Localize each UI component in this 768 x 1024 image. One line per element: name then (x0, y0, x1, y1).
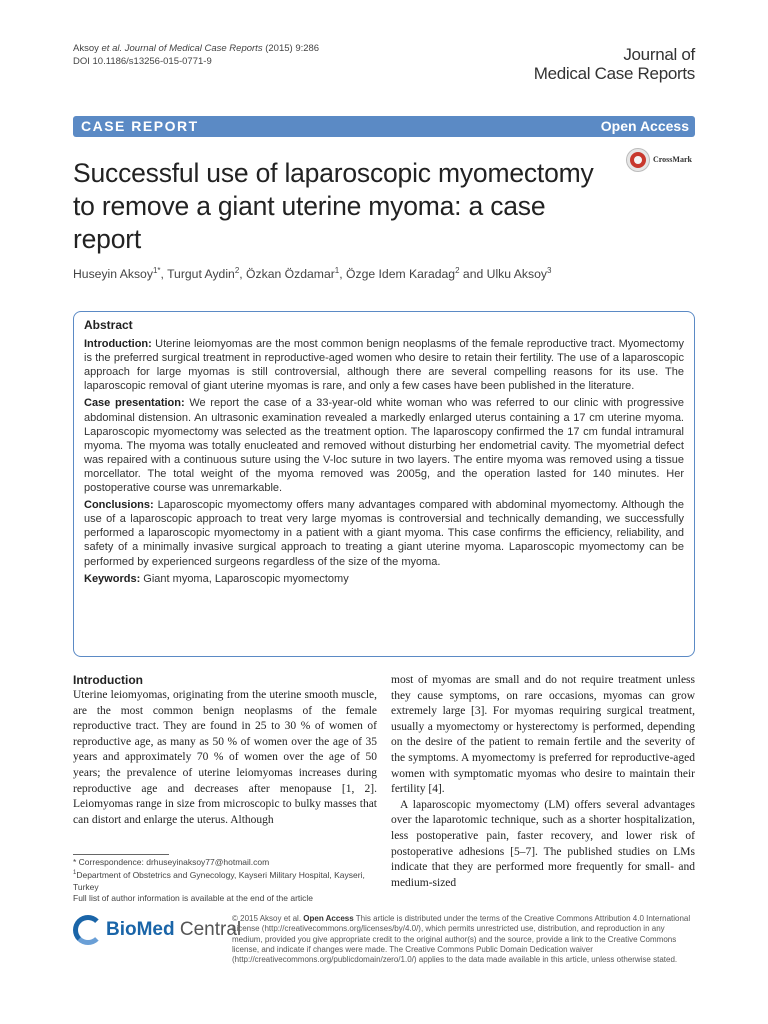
correspondence-email[interactable]: * Correspondence: drhuseyinaksoy77@hotmail.com (73, 857, 270, 867)
body-paragraph: Uterine leiomyomas, originating from the uterine smooth muscle, are the most common benign neoplasms of the female reproductive tract. They are found in 25 to 30 % of women of reproductive age, as many as 50 % of women over the age of 35 years and approximately 70 % of women over the age of 50 years; the prevalence of uterine leiomyomas increases during reproductive age and decreases after menopause [1, 2]. Leiomyomas range in size from microscopic to bulky masses that can distort and enlarge the uterus. Although (73, 689, 377, 826)
doi[interactable]: DOI 10.1186/s13256-015-0771-9 (73, 56, 212, 67)
biomed-central-logo[interactable] (73, 915, 242, 947)
crossmark-icon (627, 149, 649, 171)
article-type-banner (73, 116, 695, 137)
journal-logo: Journal of Medical Case Reports (533, 45, 695, 83)
author[interactable]: Huseyin Aksoy$^{1*}$ (73, 266, 161, 282)
author[interactable]: Ulku Aksoy$^3$ (486, 266, 552, 282)
abstract-case-presentation: Case presentation: We report the case of a 33-year-old white woman who was referred to our clinic with progressive abdominal distension. An ultrasonic examination revealed a markedly enlarged uterus containing a 17 cm uterine myoma. Laparoscopic myomectomy was selected as the treatment option. The laparoscopy confirmed the 17 cm fundal intramural myoma. The myoma was totally enucleated and removed without disturbing her endometrial cavity. The myometrial defect was repaired with a continuous suture using the V-loc suture in two layers. The entire myoma was removed using a tissue morcellator. The total weight of the myoma removed was 2005g, and the operation lasted for 140 minutes. Her postoperative course was unremarkable. (84, 397, 684, 495)
crossmark-button[interactable] (627, 148, 697, 174)
affiliation: $^1$Department of Obstetrics and Gynecology, Kayseri Military Hospital, Kayseri, Turkey (73, 870, 365, 892)
abstract-introduction: Introduction: Uterine leiomyomas are the most common benign neoplasms of the female reproductive tract. Myomectomy is the preferred surgical treatment in reproductive-aged women who desire to retain their fertility. The use of a laparoscopic approach for large myomas is still controversial, although there are several compelling reasons for its use. The laparoscopic removal of giant uterine myomas is rare, and only a few cases have been published in the literature. (84, 338, 684, 393)
author[interactable]: Özge Idem Karadag$^2$ (346, 266, 460, 282)
author[interactable]: Özkan Özdamar$^1$ (246, 266, 340, 282)
biomed-central-logo-icon (73, 915, 103, 945)
author-info-note: Full list of author information is available at the end of the article (73, 893, 314, 904)
article-title: Successful use of laparoscopic myomectomy to remove a giant uterine myoma: a case report (73, 158, 594, 254)
abstract-box (73, 311, 695, 657)
crossmark-label: CrossMark (653, 155, 692, 164)
body-column-right (391, 673, 695, 891)
open-access-label: Open Access (600, 118, 689, 134)
citation-header (73, 42, 319, 68)
abstract-heading: Abstract (84, 318, 133, 332)
body-column-left (73, 673, 377, 828)
body-paragraph: most of myomas are small and do not require treatment unless they cause symptoms, on rare occasions, myomas can grow extremely large [3]. For myomas requiring surgical treatment, usually a myomectomy or hysterectomy is performed, depending on the desire of the patient to remain fertile and the severity of the symptoms. A myomectomy is preferred for reproductive-aged women with symptomatic myomas who desire to maintain their fertility [4]. (391, 674, 695, 796)
body-paragraph: A laparoscopic myomectomy (LM) offers several advantages over the laparotomic technique, such as a shorter hospitalization, less postoperative pain, faster recovery, and lower risk of postoperative adhesions [5–7]. The published studies on LMs indicate that they are performed more frequently for small- and medium-sized (391, 798, 695, 889)
article-type-label: CASE REPORT (81, 118, 199, 134)
abstract-conclusions: Conclusions: Laparoscopic myomectomy offers many advantages compared with abdominal myomectomy. Although the use of a laparoscopic approach to treat very large myomas is controversial and technically demanding, we successfully performed a laparoscopic myomectomy in a patient with a giant myoma. This case confirms the efficiency, reliability, and safety of a minimally invasive surgical approach to treating a giant uterine myoma. Laparoscopic myomectomy can be performed by experienced surgeons regardless of the size of the myoma. (84, 499, 684, 568)
footnotes (73, 857, 377, 904)
license-statement: © 2015 Aksoy et al. Open Access This article is distributed under the terms of the Creative Commons Attribution 4.0 International License (http://creativecommons.org/licenses/by/4.0/), which permits unrestricted use, distribution, and reproduction in any medium, provided you give appropriate credit to the original author(s) and the source, provide a link to the Creative Commons license, and indicate if changes were made. The Creative Commons Public Domain Dedication waiver (http://creativecommons.org/publicdomain/zero/1.0/) applies to the data made available in this article, unless otherwise stated. (232, 914, 691, 965)
section-heading-introduction: Introduction (73, 673, 143, 687)
abstract-keywords: Keywords: Giant myoma, Laparoscopic myomectomy (84, 572, 349, 585)
author[interactable]: Turgut Aydin$^2$ (167, 266, 240, 282)
author-list: Huseyin Aksoy$^{1*}$, Turgut Aydin$^2$, Özkan Özdamar$^1$, Özge Idem Karadag$^2$ and Ulku Aksoy$^3$ (73, 266, 552, 282)
citation-line: Aksoy et al. Journal of Medical Case Reports (2015) 9:286 (73, 43, 320, 54)
footnote-divider (73, 854, 169, 855)
publisher-name: BioMed Central (106, 919, 242, 940)
